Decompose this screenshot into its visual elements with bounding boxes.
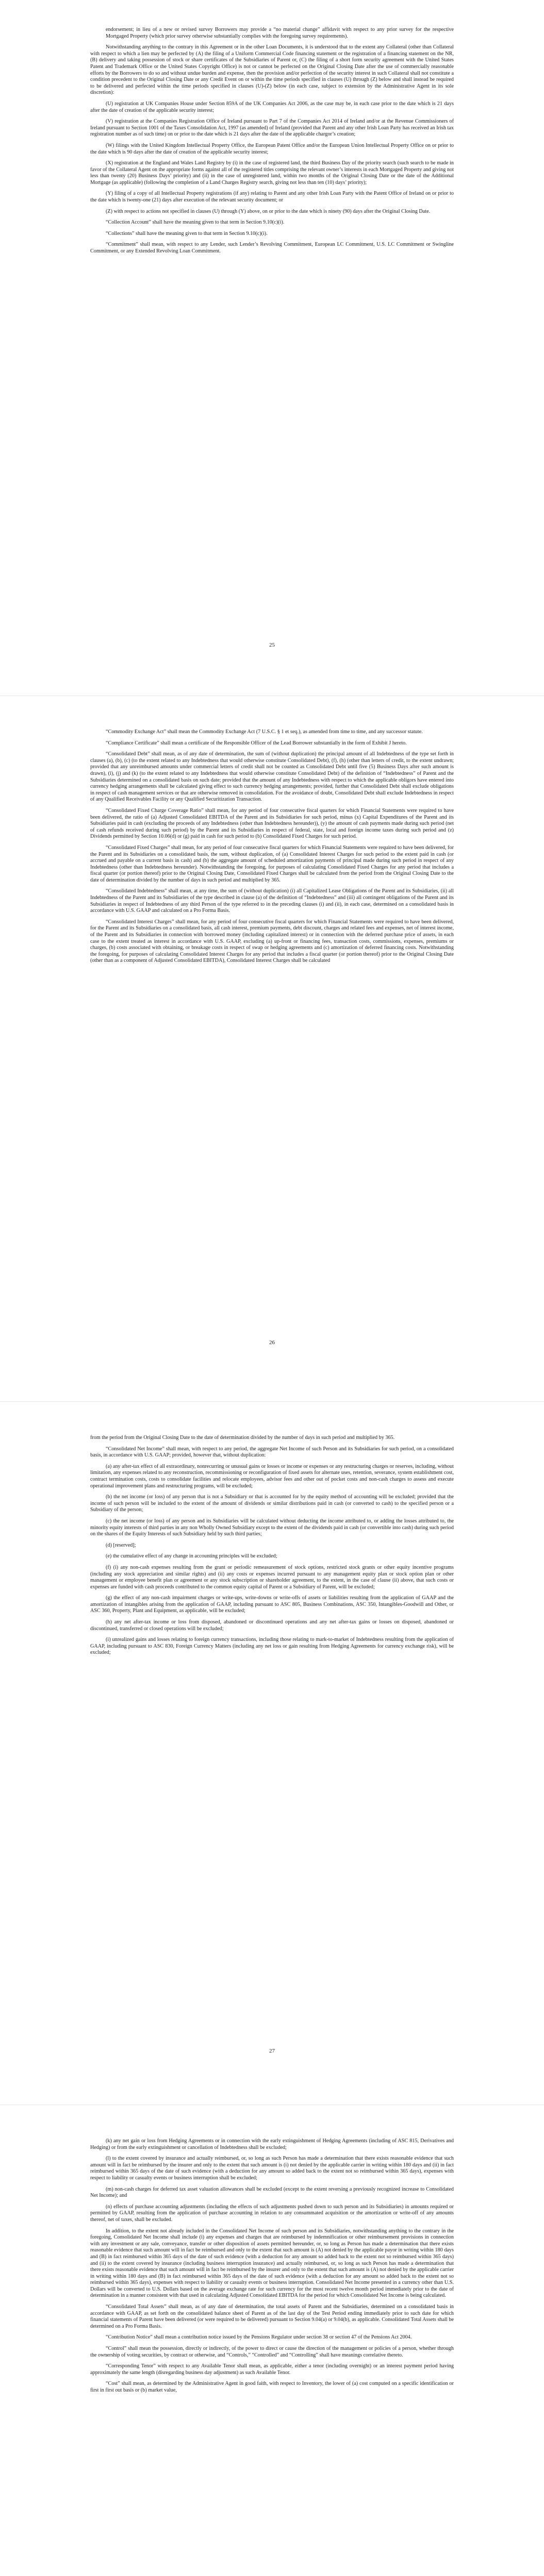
paragraph: In addition, to the extent not already included in the Consolidated Net Income of such person and its Subsidiaries, notwithstanding anything to the contrary in the foregoing, Consolidated Net Income shall include (i) any expenses and charges that are reimbursed by indemnification or other reimbursement provisions in connection with any investment or any sale, conveyance, transfer or other disposition of assets permitted hereunder, or, so long as Person has made a determination that there exists reasonable evidence that such amount will in fact be reimbursed and only to the extent that such amount is (A) not denied by the applicable payor in writing within 180 days and (B) in fact reimbursed within 365 days of the date of such evidence (with a deduction for any amount so added back to the extent not so reimbursed within 365 days) and (ii) to the extent covered by insurance (including business interruption insurance) and actually reimbursed, or, so long as such Person has made a determination that there exists reasonable evidence that such amount will in fact be reimbursed by the insurer and only to the extent that such amount is (A) not denied by the applicable carrier in writing within 180 days and (B) in fact reimbursed within 365 days of the date of such evidence (with a deduction for any amount so added back to the extent not so reimbursed within 365 days), expenses with respect to liability or casualty events or business interruption. Consolidated Net Income presented in a currency other than U.S. Dollars will be converted to U.S. Dollars based on the average exchange rate for such currency for the most recent twelve month period immediately prior to the date of determination in a manner consistent with that used in calculating Adjusted Consolidated EBITDA for the period for which Consolidated Net Income is being calculated.	[90, 2228, 454, 2299]
paragraph: (g) the effect of any non-cash impairment charges or write-ups, write-downs or write-offs of assets or liabilities resulting from the application of GAAP and the amortization of intangibles arising from the application of GAAP, including pursuant to ASC 805, Business Combinations, ASC 350, Intangibles-Goodwill and Other, or ASC 360, Property, Plant and Equipment, as applicable, will be excluded;	[90, 1595, 454, 1614]
paragraph: “Corresponding Tenor” with respect to any Available Tenor shall mean, as applicable, either a tenor (including overnight) or an interest payment period having approximately the same length (disregarding business day adjustment) as such Available Tenor.	[90, 2363, 454, 2376]
paragraph: (b) the net income (or loss) of any person that is not a Subsidiary or that is accounted for by the equity method of accounting will be excluded; provided that the income of such person will be included to the extent of the amount of dividends or similar distributions paid in cash (or converted to cash) to the specified person or a Subsidiary of the person;	[90, 1494, 454, 1513]
paragraph: (d) [reserved];	[106, 1542, 136, 1548]
document-page-26	[90, 729, 454, 969]
paragraph: “Commodity Exchange Act” shall mean the Commodity Exchange Act (7 U.S.C. § 1 et seq.), as amended from time to time, and any successor statute.	[106, 729, 423, 735]
paragraph: (U) registration at UK Companies House under Section 859A of the UK Companies Act 2006, as the case may be, in each case prior to the date which is 21 days after the date of creation of the applicable security interest;	[90, 100, 454, 113]
paragraph: “Control” shall mean the possession, directly or indirectly, of the power to direct or cause the direction of the management or policies of a person, whether through the ownership of voting securities, by contract or otherwise, and “Controls,” “Controlled” and “Controlling” shall have meanings correlative thereto.	[90, 2346, 454, 2358]
paragraph: “Consolidated Interest Charges” shall mean, for any period of four consecutive fiscal quarters for which Financial Statements were required to have been delivered, for the Parent and its Subsidiaries on a consolidated basis, all cash interest, premium payments, debt discount, charges and related fees and expenses, net of interest income, of the Parent and its Subsidiaries in connection with borrowed money (including capitalized interest) or in connection with the deferred purchase price of assets, in each case to the extent treated as interest in accordance with U.S. GAAP, excluding (a) up-front or financing fees, transaction costs, commissions, expenses, premiums or charges, (b) costs associated with obtaining, or breakage costs in respect of swap or hedging agreements and (c) amortization of deferred financing costs. Notwithstanding the foregoing, for purposes of calculating Consolidated Interest Charges for any period that includes a fiscal quarter (or portion thereof) prior to the Original Closing Date (other than as a component of Adjusted Consolidated EBITDA), Consolidated Interest Charges shall be calculated	[90, 919, 454, 964]
paragraph: “Contribution Notice” shall mean a contribution notice issued by the Pensions Regulator under section 38 or section 47 of the Pensions Act 2004.	[106, 2334, 412, 2341]
paragraph: (n) effects of purchase accounting adjustments (including the effects of such adjustments pushed down to such person and its Subsidiaries) in amounts required or permitted by GAAP, resulting from the application of purchase accounting in relation to any consummated acquisition or the amortization or write-off of any amounts thereof, net of taxes, shall be excluded.	[90, 2204, 454, 2223]
paragraph: “Consolidated Fixed Charge Coverage Ratio” shall mean, for any period of four consecutive fiscal quarters for which Financial Statements were required to have been delivered, the ratio of (a) Adjusted Consolidated EBITDA of the Parent and its Subsidiaries for such period, minus (x) Capital Expenditures of the Parent and its Subsidiaries paid in cash (excluding the proceeds of any Indebtedness (other than Indebtedness hereunder)), (y) the amount of cash payments made during such period (net of cash refunds received during such period) by the Parent and its Subsidiaries in respect of federal, state, local and foreign income taxes during such period and (z) Dividends permitted by Section 10.06(d) or (g) paid in cash for such period to (b) Consolidated Fixed Charges for such period.	[90, 807, 454, 840]
paragraph: “Cost” shall mean, as determined by the Administrative Agent in good faith, with respect to Inventory, the lower of (a) cost computed on a specific identification or first in first out basis or (b) market value,	[90, 2381, 454, 2393]
paragraph: (i) unrealized gains and losses relating to foreign currency transactions, including those relating to mark-to-market of Indebtedness resulting from the application of GAAP, including pursuant to ASC 830, Foreign Currency Matters (including any net loss or gain resulting from Hedging Agreements for currency exchange risk), will be excluded;	[90, 1637, 454, 1656]
paragraph: (c) the net income (or loss) of any person and its Subsidiaries will be calculated without deducting the income attributed to, or adding the losses attributed to, the minority equity interests of third parties in any non Wholly Owned Subsidiary except to the extent of the dividends paid in cash (or convertible into cash) during such period on the shares of the Equity Interests of such Subsidiary held by such third parties;	[90, 1518, 454, 1537]
paragraph: “Commitment” shall mean, with respect to any Lender, such Lender’s Revolving Commitment, European LC Commitment, U.S. LC Commitment or Swingline Commitment, or any Extended Revolving Loan Commitment.	[90, 242, 454, 255]
paragraph: “Consolidated Indebtedness” shall mean, at any time, the sum of (without duplication) (i) all Capitalized Lease Obligations of the Parent and its Subsidiaries, (ii) all Indebtedness of the Parent and its Subsidiaries of the type described in clause (a) of the definition of “Indebtedness” and (iii) all contingent obligations of the Parent and its Subsidiaries in respect of Indebtedness of any third Person of the type referred to in the preceding clauses (i) and (ii), in each case, determined on a consolidated basis in accordance with U.S. GAAP and calculated on a Pro Forma Basis.	[90, 888, 454, 914]
paragraph: (a) any after-tax effect of all extraordinary, nonrecurring or unusual gains or losses or income or expenses or any restructuring charges or reserves, including, without limitation, any expenses related to any reconstruction, recommissioning or reconfiguration of fixed assets for alternate uses, retention, severance, system establishment cost, contract termination costs, costs to consolidate facilities and relocate employees, advisor fees and other out of pocket costs and non-cash charges to assess and execute operational improvement plans and restructuring programs, will be excluded;	[90, 1463, 454, 1489]
document-page-25	[90, 27, 454, 260]
document-page-28	[90, 2138, 454, 2399]
paragraph: (X) registration at the England and Wales Land Registry by (i) in the case of registered land, the third Business Day of the priority search (such search to be made in favor of the Collateral Agent on the appropriate forms against all of the registered titles comprising the relevant owner’s interests in each Mortgaged Property and giving not less than twenty (20) Business Days’ priority) and (ii) in the case of unregistered land, within two months of the Original Closing Date or the date of the Additional Mortgage (as applicable) (following the completion of a Land Charges Registry search, giving not less than ten (10) days’ priority);	[90, 160, 454, 185]
paragraph: Notwithstanding anything to the contrary in this Agreement or in the other Loan Documents, it is understood that to the extent any Collateral (other than Collateral with respect to which a lien may be perfected by (A) the filing of a Uniform Commercial Code financing statement or the registration of a financing statement on the NR, (B) delivery and taking possession of stock or share certificates of the Subsidiaries of Parent or, (C) the filing of a short form security agreement with the United States Patent and Trademark Office or the United States Copyright Office) is not or cannot be perfected on the Original Closing Date after the use of commercially reasonable efforts by the Borrowers to do so and without undue burden and expense, then the provision and/or perfection of the security interest in such Collateral shall not constitute a condition precedent to the Original Closing Date or any Credit Event on or within the time periods specified in clauses (U) through (Z) below and shall instead be required to be delivered and perfected within the time periods specified in clauses (U)-(Z) below (in each case, subject to extension by the Administrative Agent in its sole discretion):	[90, 44, 454, 96]
paragraph: (l) to the extent covered by insurance and actually reimbursed, or, so long as such Person has made a determination that there exists reasonable evidence that such amount will in fact be reimbursed by the insurer and only to the extent that such amount is (i) not denied by the applicable carrier in writing within 180 days and (ii) in fact reimbursed within 365 days of the date of such evidence (with a deduction for any amount so added back to the extent not so reimbursed within 365 days), expenses with respect to liability or casualty events or business interruption shall be excluded;	[90, 2156, 454, 2181]
paragraph: (Z) with respect to actions not specified in clauses (U) through (Y) above, on or prior to the date which is ninety (90) days after the Original Closing Date.	[106, 208, 431, 214]
page-divider	[0, 1401, 544, 1402]
paragraph: “Compliance Certificate” shall mean a certificate of the Responsible Officer of the Lead Borrower substantially in the form of Exhibit J hereto.	[106, 740, 407, 746]
paragraph: “Collections” shall have the meaning given to that term in Section 9.10(c)(i).	[106, 230, 268, 236]
paragraph: “Consolidated Fixed Charges” shall mean, for any period of four consecutive fiscal quarters for which Financial Statements were required to have been delivered, for the Parent and its Subsidiaries on a consolidated basis, the sum, without duplication, of (a) Consolidated Interest Charges for such period to the extent paid in cash (or accrued and payable on a current basis in cash) and (b) the aggregate amount of scheduled amortization payments of principal made during such period in respect of any Indebtedness (other than Indebtedness hereunder). Notwithstanding the foregoing, for purposes of calculating Consolidated Fixed Charges for any period that includes a fiscal quarter (or portion thereof) prior to the Original Closing Date, Consolidated Fixed Charges shall be calculated from the period from the Original Closing Date to the date of determination divided by the number of days in such period and multiplied by 365.	[90, 844, 454, 883]
paragraph: (m) non-cash charges for deferred tax asset valuation allowances shall be excluded (except to the extent reversing a previously recognized increase to Consolidated Net Income); and	[90, 2186, 454, 2199]
paragraph: (e) the cumulative effect of any change in accounting principles will be excluded;	[106, 1553, 277, 1560]
paragraph: “Collection Account” shall have the meaning given to that term in Section 9.10(c)(i).	[106, 219, 285, 226]
paragraph: endorsement; in lieu of a new or revised survey Borrowers may provide a “no material change” affidavit with respect to any prior survey for the respective Mortgaged Property (which prior survey otherwise substantially complies with the foregoing survey requirements).	[106, 27, 454, 39]
page-number: 26	[269, 1340, 275, 1346]
paragraph: “Consolidated Total Assets” shall mean, as of any date of determination, the total assets of Parent and the Subsidiaries, determined on a consolidated basis in accordance with GAAP, as set forth on the consolidated balance sheet of Parent as of the last day of the Test Period ending immediately prior to such date for which financial statements of Parent have been delivered (or were required to be delivered) pursuant to Section 9.04(a) or 9.04(b), as applicable. Consolidated Total Assets shall be determined on a Pro Forma Basis.	[90, 2304, 454, 2329]
page-number: 25	[269, 642, 275, 648]
paragraph: (W) filings with the United Kingdom Intellectual Property Office, the European Patent Office and/or the European Union Intellectual Property Office on or prior to the date which is 90 days after the date of creation of the applicable security interest;	[90, 142, 454, 155]
page-number: 27	[269, 2048, 275, 2054]
paragraph: (h) any net after-tax income or loss from disposed, abandoned or discontinued operations and any net after-tax gains or losses on disposed, abandoned or discontinued, transferred or closed operations will be excluded;	[90, 1619, 454, 1632]
paragraph: (V) registration at the Companies Registration Office of Ireland pursuant to Part 7 of the Companies Act 2014 of Ireland and/or at the Revenue Commissioners of Ireland pursuant to Section 1001 of the Taxes Consolidation Act, 1997 (as amended) of Ireland (provided that Parent and any other Irish Loan Party has received an Irish tax registration number as of such time) on or prior to the date which is 21 days after the date of the applicable chargor’s creation;	[90, 118, 454, 138]
paragraph: from the period from the Original Closing Date to the date of determination divided by the number of days in such period and multiplied by 365.	[90, 1435, 395, 1440]
paragraph: “Consolidated Debt” shall mean, as of any date of determination, the sum of (without duplication) the principal amount of all Indebtedness of the type set forth in clauses (a), (b), (c) (to the extent related to any Indebtedness that would otherwise constitute Consolidated Debt), (f), (h) (other than letters of credit, to the extent undrawn; provided that any unreimbursed amounts under commercial letters of credit shall not be counted as Consolidated Debt until five (5) Business Days after such amount is drawn), (i), (j) and (k) (to the extent related to any Indebtedness that would otherwise constitute Consolidated Debt) of the definition of “Indebtedness” of Parent and the Subsidiaries determined on a consolidated basis on such date; provided that the amount of any Indebtedness with respect to which the applicable obligors have entered into currency hedging arrangements shall be calculated giving effect to such currency hedging arrangements; provided, further that Consolidated Debt shall exclude obligations in respect of cash management services or that are otherwise removed in consolidation. For the avoidance of doubt, Consolidated Debt shall exclude Indebtedness in respect of any Qualified Receivables Facility or any Qualified Securitization Transaction.	[90, 751, 454, 803]
paragraph: (k) any net gain or loss from Hedging Agreements or in connection with the early extinguishment of Hedging Agreements (including of ASC 815, Derivatives and Hedging) or from the early extinguishment or cancellation of Indebtedness shall be excluded;	[90, 2138, 454, 2150]
paragraph: (Y) filing of a copy of all Intellectual Property registrations (if any) relating to Parent and any other Irish Loan Party with the Patent Office of Ireland on or prior to the date which is twenty-one (21) days after execution of the relevant security document; or	[90, 191, 454, 204]
paragraph: (f) (i) any non-cash expenses resulting from the grant or periodic remeasurement of stock options, restricted stock grants or other equity incentive programs (including any stock appreciation and similar rights) and (ii) any costs or expenses incurred pursuant to any management equity plan or stock option plan or other management or employee benefit plan or agreement or any stock subscription or shareholder agreement, to the extent, in the case of clause (ii) above, that such costs or expenses are funded with cash proceeds contributed to the common equity capital of Parent or a Subsidiary of Parent, will be excluded;	[90, 1564, 454, 1590]
paragraph: “Consolidated Net Income” shall mean, with respect to any period, the aggregate Net Income of such Person and its Subsidiaries for such period, on a consolidated basis, in accordance with U.S. GAAP; provided, however that, without duplication:	[90, 1446, 454, 1459]
document-page-27	[90, 1435, 454, 1661]
